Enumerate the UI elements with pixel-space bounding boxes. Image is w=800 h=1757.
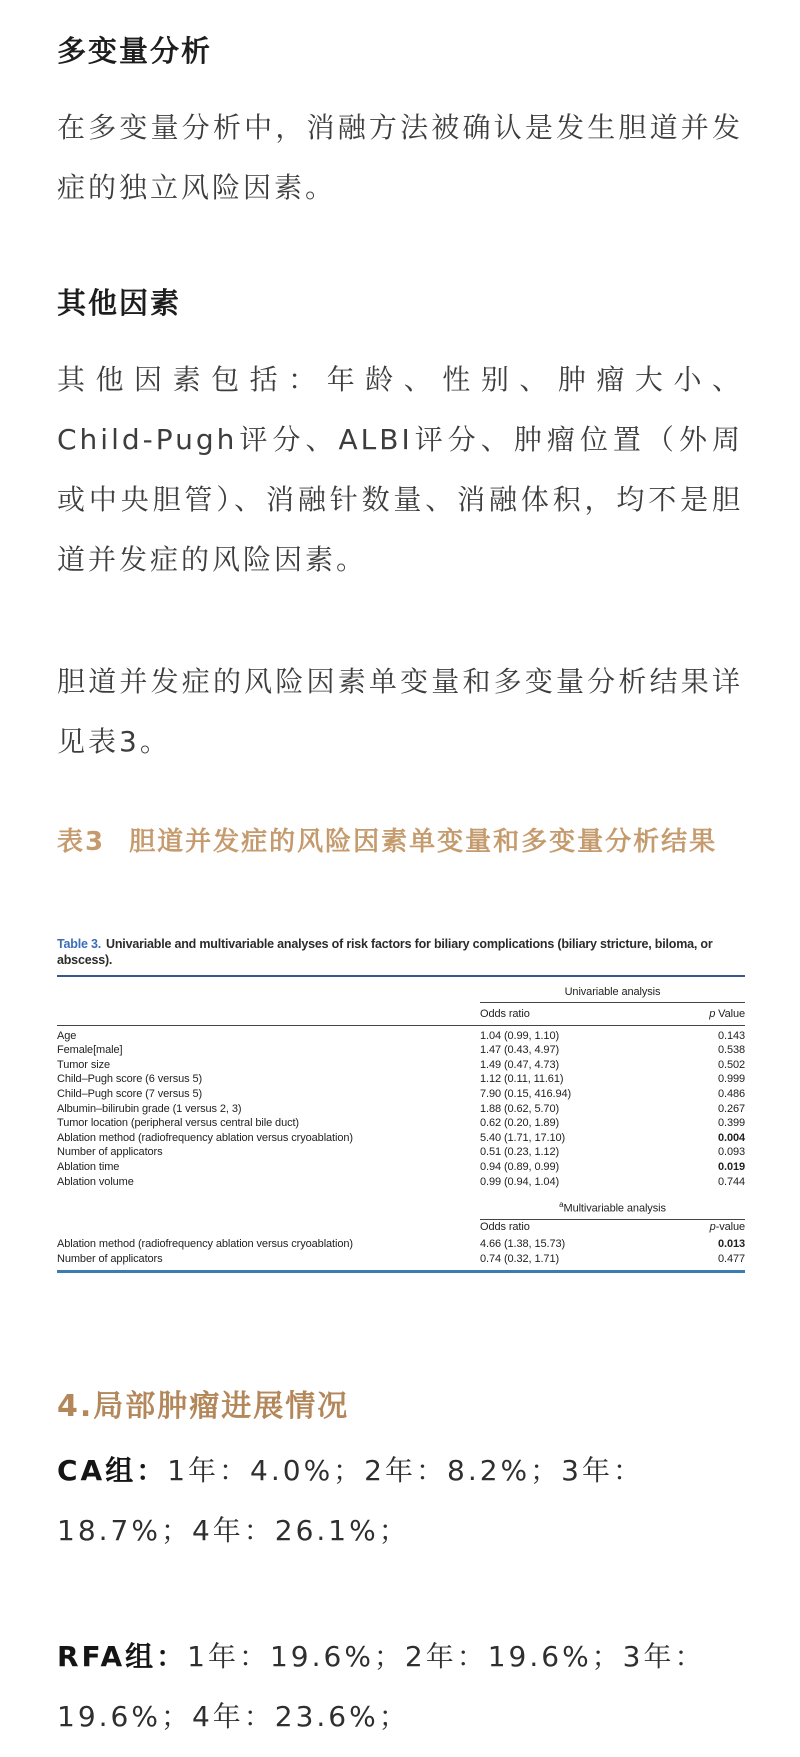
table-row-p-value: 0.477 (717, 1252, 745, 1265)
univariable-spanner-row (57, 985, 745, 1003)
table-row (57, 1072, 745, 1087)
table-row-p-value: 0.486 (717, 1087, 745, 1100)
multivariable-rows (57, 1234, 745, 1272)
rfa-group-values: 1年：19.6%；2年：19.6%；3年：19.6%；4年：23.6%； (57, 1639, 706, 1733)
table-row-factor: Ablation volume (57, 1175, 134, 1188)
table-row-factor: Ablation method (radiofrequency ablation versus cryoablation) (57, 1131, 353, 1144)
table-row-odds-ratio: 1.88 (0.62, 5.70) (480, 1102, 560, 1115)
table-row-odds-ratio: 1.04 (0.99, 1.10) (480, 1029, 560, 1042)
table-row-p-value: 0.999 (717, 1073, 745, 1086)
table-row-odds-ratio: 5.40 (1.71, 17.10) (480, 1131, 566, 1144)
table-row (57, 1116, 745, 1131)
table-row-p-value: 0.399 (717, 1117, 745, 1130)
table-caption (57, 822, 743, 862)
column-header-p-value: p Value (709, 1008, 745, 1020)
table-row-odds-ratio: 0.99 (0.94, 1.04) (480, 1175, 560, 1188)
table-caption-text: 胆道并发症的风险因素单变量和多变量分析结果 (129, 827, 718, 857)
table-row-p-value: 0.267 (717, 1102, 745, 1115)
table-row-p-value: 0.013 (717, 1238, 745, 1251)
univariable-column-headers (57, 1003, 745, 1026)
table-row-factor: Tumor size (57, 1058, 110, 1071)
ca-group-values: 1年：4.0%；2年：8.2%；3年：18.7%；4年：26.1%； (57, 1453, 644, 1547)
table-row-odds-ratio: 7.90 (0.15, 416.94) (480, 1087, 572, 1100)
journal-table-title-label: Table 3. (57, 937, 102, 951)
table-row-odds-ratio: 0.62 (0.20, 1.89) (480, 1117, 560, 1130)
multivariable-column-headers (57, 1220, 745, 1235)
table-row (57, 1029, 745, 1044)
paragraph-other-factors-part1: 其他因素包括：年龄、性别、肿瘤大小、 (57, 363, 743, 396)
paragraph-table-reference: 胆道并发症的风险因素单变量和多变量分析结果详见表3。 (57, 665, 743, 758)
paragraph-multivariable: 在多变量分析中，消融方法被确认是发生胆道并发症的独立风险因素。 (57, 111, 743, 204)
column-header-factor (57, 1220, 480, 1235)
multivariable-spanner-footnote-mark: a (559, 1200, 564, 1210)
table-row (57, 1145, 745, 1160)
table-row-p-value: 0.744 (717, 1175, 745, 1188)
table-row-odds-ratio: 4.66 (1.38, 15.73) (480, 1238, 566, 1251)
table-row-factor: Number of applicators (57, 1252, 163, 1265)
table-row-p-value: 0.502 (717, 1058, 745, 1071)
paragraph-rfa-group (57, 1627, 743, 1747)
heading-other-factors: 其他因素 (57, 286, 182, 320)
article-page (0, 30, 800, 1757)
table-row-odds-ratio: 1.47 (0.43, 4.97) (480, 1044, 560, 1057)
column-header-p-value: p-value (709, 1220, 745, 1233)
table-row (57, 1252, 745, 1267)
table-row-factor: Ablation time (57, 1160, 120, 1173)
table-row (57, 1175, 745, 1190)
table-row (57, 1237, 745, 1252)
table-row-odds-ratio: 1.49 (0.47, 4.73) (480, 1058, 560, 1071)
table-row-odds-ratio: 0.51 (0.23, 1.12) (480, 1146, 560, 1159)
table-row-factor: Child–Pugh score (6 versus 5) (57, 1073, 203, 1086)
column-header-odds-ratio: Odds ratio (480, 1008, 530, 1020)
paragraph-other-factors-part2: 评分、ALBI评分、肿瘤位置（外周或中央胆管）、消融针数量、消融体积，均不是胆道并发症的风险因素。 (57, 423, 743, 576)
journal-table-title-text: Univariable and multivariable analyses of risk factors for biliary complications (biliary stricture, biloma, or abscess). (57, 937, 713, 967)
paragraph-other-factors (57, 350, 743, 590)
table-caption-label: 表3 (57, 827, 106, 857)
column-header-factor (57, 1007, 480, 1022)
univariable-rows (57, 1026, 745, 1190)
table-row (57, 1087, 745, 1102)
paragraph-ca-group (57, 1441, 743, 1561)
table-row-odds-ratio: 0.74 (0.32, 1.71) (480, 1252, 560, 1265)
journal-table-figure (57, 936, 745, 1273)
table-row (57, 1102, 745, 1117)
table-row-odds-ratio: 0.94 (0.89, 0.99) (480, 1160, 560, 1173)
table-row-p-value: 0.019 (717, 1160, 745, 1173)
univariable-spanner: Univariable analysis (480, 985, 745, 1003)
multivariable-spanner-row (57, 1198, 745, 1220)
rfa-group-label: RFA组： (57, 1639, 188, 1673)
heading-multivariable-analysis: 多变量分析 (57, 34, 213, 68)
table-row-p-value: 0.004 (717, 1131, 745, 1144)
paragraph-other-factors-childpugh: Child-Pugh (57, 423, 238, 456)
table-row-factor: Ablation method (radiofrequency ablation versus cryoablation) (57, 1238, 353, 1251)
journal-table-title (57, 936, 745, 977)
table-row-factor: Child–Pugh score (7 versus 5) (57, 1087, 203, 1100)
table-row (57, 1043, 745, 1058)
table-row-factor: Tumor location (peripheral versus central bile duct) (57, 1117, 299, 1130)
ca-group-label: CA组： (57, 1453, 168, 1487)
table-row (57, 1131, 745, 1146)
table-row-odds-ratio: 1.12 (0.11, 11.61) (480, 1073, 564, 1086)
table-row-factor: Number of applicators (57, 1146, 163, 1159)
multivariable-spanner: $^a$Multivariable analysis (480, 1198, 745, 1220)
table-row (57, 1160, 745, 1175)
column-header-odds-ratio: Odds ratio (480, 1220, 530, 1233)
table-row-factor: Age (57, 1029, 77, 1042)
heading-local-tumor-progression: 4.局部肿瘤进展情况 (57, 1388, 350, 1424)
table-row-p-value: 0.093 (717, 1146, 745, 1159)
table-row (57, 1058, 745, 1073)
table-row-factor: Albumin–bilirubin grade (1 versus 2, 3) (57, 1102, 242, 1115)
table-row-p-value: 0.538 (717, 1044, 745, 1057)
table-row-factor: Female[male] (57, 1044, 123, 1057)
table-row-p-value: 0.143 (717, 1029, 745, 1042)
